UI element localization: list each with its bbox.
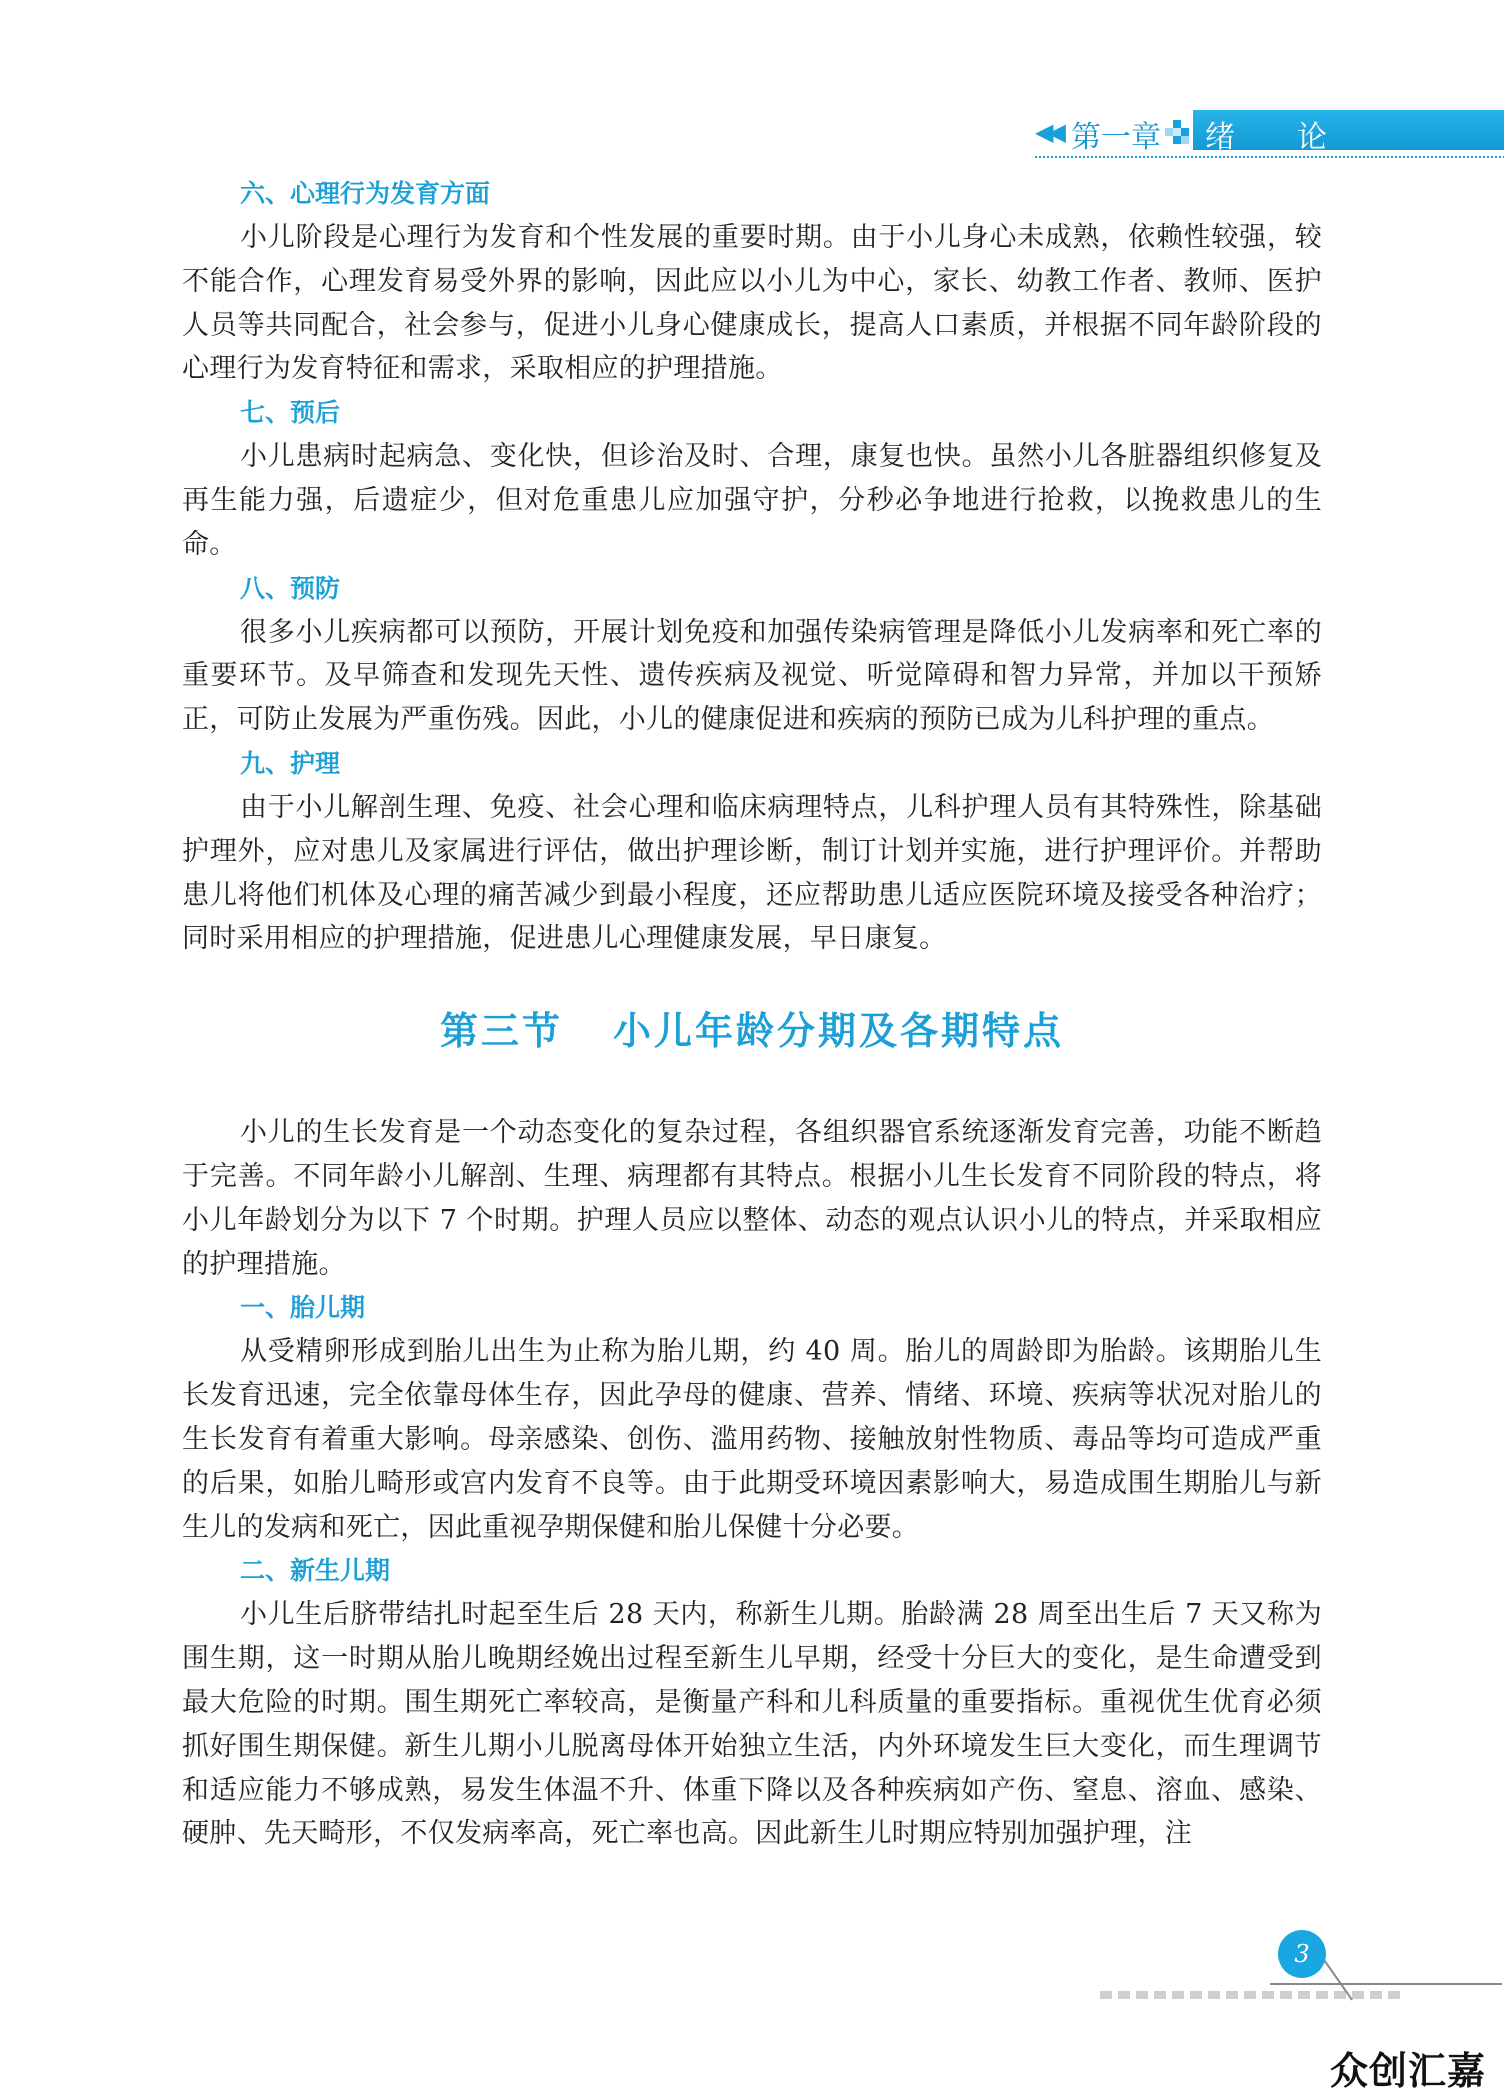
- double-arrow-left-icon: ◀◀: [1035, 118, 1060, 146]
- header-dotted-rule: [1035, 156, 1504, 158]
- chapter-label: 第一章: [1071, 120, 1161, 155]
- heading-neonatal-period: 二、新生儿期: [240, 1556, 391, 1586]
- heading-psychology: 六、心理行为发育方面: [240, 179, 491, 208]
- heading-fetal-period: 一、胎儿期: [240, 1293, 366, 1323]
- page-footer: [1100, 1925, 1504, 2015]
- watermark: 众创汇嘉: [1330, 2049, 1487, 2093]
- chapter-header: [1035, 108, 1504, 154]
- chapter-title: 绪论: [1205, 120, 1389, 155]
- page-content: [182, 172, 1322, 1856]
- chapter-title-bar: [1193, 110, 1504, 155]
- section-title: [182, 1001, 1322, 1061]
- paragraph-prognosis: 小儿患病时起病急、变化快，但诊治及时、合理，康复也快。虽然小儿各脏器组织修复及再生能力强，后遗症少，但对危重患儿应加强守护，分秒必争地进行抢救，以挽救患儿的生命。: [182, 441, 1322, 560]
- heading-nursing: 九、护理: [240, 748, 341, 778]
- paragraph-section-intro: 小儿的生长发育是一个动态变化的复杂过程，各组织器官系统逐渐发育完善，功能不断趋于完善。不同年龄小儿解剖、生理、病理都有其特点。根据小儿生长发育不同阶段的特点，将小儿年龄划分为以下 7 个时期。护理人员应以整体、动态的观点认识小儿的特点，并采取相应的护理措施。: [182, 1117, 1322, 1280]
- paragraph-fetal-period: 从受精卵形成到胎儿出生为止称为胎儿期，约 40 周。胎儿的周龄即为胎龄。该期胎儿生长发育迅速，完全依靠母体生存，因此孕母的健康、营养、情绪、环境、疾病等状况对胎儿的生长发育有着重大影响。母亲感染、创伤、滥用药物、接触放射性物质、毒品等均可造成严重的后果，如胎儿畸形或宫内发育不良等。由于此期受环境因素影响大，易造成围生期胎儿与新生儿的发病和死亡，因此重视孕期保健和胎儿保健十分必要。: [182, 1336, 1322, 1543]
- paragraph-psychology: 小儿阶段是心理行为发育和个性发展的重要时期。由于小儿身心未成熟，依赖性较强，较不能合作，心理发育易受外界的影响，因此应以小儿为中心，家长、幼教工作者、教师、医护人员等共同配合，社会参与，促进小儿身心健康成长，提高人口素质，并根据不同年龄阶段的心理行为发育特征和需求，采取相应的护理措施。: [182, 222, 1322, 385]
- heading-prevention: 八、预防: [240, 573, 341, 603]
- page-number: 3: [1278, 1930, 1326, 1978]
- paragraph-nursing: 由于小儿解剖生理、免疫、社会心理和临床病理特点，儿科护理人员有其特殊性，除基础护理外，应对患儿及家属进行评估，做出护理诊断，制订计划并实施，进行护理评价。并帮助患儿将他们机体及心理的痛苦减少到最小程度，还应帮助患儿适应医院环境及接受各种治疗；同时采用相应的护理措施，促进患儿心理健康发展，早日康复。: [182, 791, 1322, 955]
- section-number: 第三节: [439, 1009, 563, 1054]
- paragraph-prevention: 很多小儿疾病都可以预防，开展计划免疫和加强传染病管理是降低小儿发病率和死亡率的重要环节。及早筛查和发现先天性、遗传疾病及视觉、听觉障碍和智力异常，并加以干预矫正，可防止发展为严重伤残。因此，小儿的健康促进和疾病的预防已成为儿科护理的重点。: [182, 616, 1322, 736]
- paragraph-neonatal-period: 小儿生后脐带结扎时起至生后 28 天内，称新生儿期。胎龄满 28 周至出生后 7 天又称为围生期，这一时期从胎儿晚期经娩出过程至新生儿早期，经受十分巨大的变化，是生命遭受到最大危险的时期。围生期死亡率较高，是衡量产科和儿科质量的重要指标。重视优生优育必须抓好围生期保健。新生儿期小儿脱离母体开始独立生活，内外环境发生巨大变化，而生理调节和适应能力不够成熟，易发生体温不升、体重下降以及各种疾病如产伤、窒息、溶血、感染、硬肿、先天畸形，不仅发病率高，死亡率也高。因此新生儿时期应特别加强护理，注: [182, 1599, 1322, 1850]
- footer-rule: [1270, 1983, 1502, 1985]
- checker-decoration-icon: [1165, 120, 1195, 144]
- footer-dash-decoration: [1100, 1991, 1400, 1999]
- section-name: 小儿年龄分期及各期特点: [613, 1009, 1065, 1054]
- heading-prognosis: 七、预后: [240, 398, 341, 428]
